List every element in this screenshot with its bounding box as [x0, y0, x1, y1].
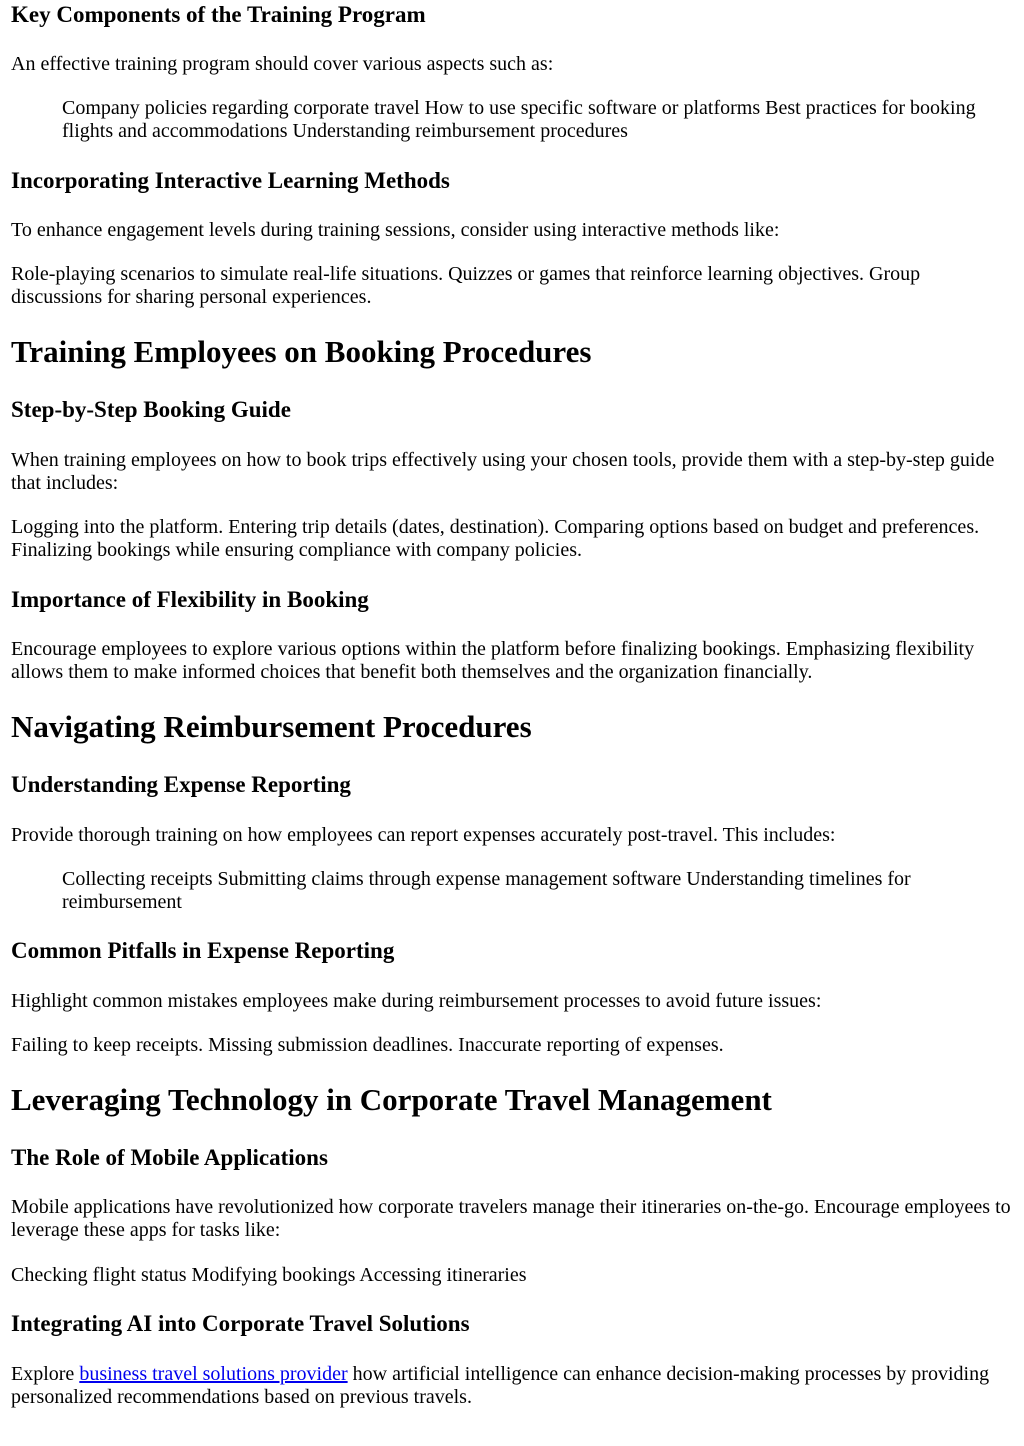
business-travel-solutions-link[interactable]: business travel solutions provider: [79, 1363, 348, 1385]
heading-mobile-applications: The Role of Mobile Applications: [11, 1145, 328, 1170]
paragraph-key-components-intro: An effective training program should cover various aspects such as:: [11, 53, 554, 75]
heading-reimbursement-procedures: Navigating Reimbursement Procedures: [11, 709, 532, 744]
paragraph-pitfalls-intro: Highlight common mistakes employees make during reimbursement processes to avoid future issues:: [11, 990, 822, 1012]
paragraph-interactive-intro: To enhance engagement levels during training sessions, consider using interactive methods like:: [11, 219, 780, 241]
heading-common-pitfalls: Common Pitfalls in Expense Reporting: [11, 938, 395, 963]
heading-booking-procedures: Training Employees on Booking Procedures: [11, 334, 592, 369]
paragraph-integrating-ai: [11, 1363, 1014, 1409]
heading-leveraging-technology: Leveraging Technology in Corporate Travel Management: [11, 1082, 772, 1117]
blockquote-key-components-list: Company policies regarding corporate travel How to use specific software or platforms Best practices for booking flights and accommodations Understanding reimbursement procedures: [62, 97, 976, 142]
paragraph-guide-steps: Logging into the platform. Entering trip details (dates, destination). Comparing options based on budget and preferences. Finalizing bookings while ensuring compliance with company policies.: [11, 516, 980, 561]
heading-key-components: Key Components of the Training Program: [11, 2, 426, 27]
ai-text-before: Explore: [11, 1363, 80, 1385]
heading-integrating-ai: Integrating AI into Corporate Travel Solutions: [11, 1311, 470, 1336]
paragraph-mobile-list: Checking flight status Modifying bookings Accessing itineraries: [11, 1264, 527, 1286]
paragraph-mobile-intro: Mobile applications have revolutionized how corporate travelers manage their itineraries on-the-go. Encourage employees to leverage these apps for tasks like:: [11, 1196, 1011, 1241]
paragraph-flexibility: Encourage employees to explore various options within the platform before finalizing bookings. Emphasizing flexibility allows them to make informed choices that benefit both themselves and the organization financially.: [11, 638, 975, 683]
blockquote-expense-list: Collecting receipts Submitting claims through expense management software Understanding timelines for reimbursement: [62, 868, 911, 913]
paragraph-pitfalls-list: Failing to keep receipts. Missing submission deadlines. Inaccurate reporting of expenses.: [11, 1034, 724, 1056]
heading-interactive-learning: Incorporating Interactive Learning Methods: [11, 168, 450, 193]
paragraph-expense-intro: Provide thorough training on how employees can report expenses accurately post-travel. This includes:: [11, 824, 836, 846]
ai-text-after: how artificial intelligence can enhance decision-making processes by providing personalized recommendations based on previous travels.: [11, 1363, 990, 1408]
heading-expense-reporting: Understanding Expense Reporting: [11, 772, 351, 797]
heading-flexibility: Importance of Flexibility in Booking: [11, 587, 369, 612]
paragraph-guide-intro: When training employees on how to book trips effectively using your chosen tools, provide them with a step-by-step guide that includes:: [11, 449, 995, 494]
heading-step-by-step-guide: Step-by-Step Booking Guide: [11, 397, 291, 422]
paragraph-interactive-list: Role-playing scenarios to simulate real-life situations. Quizzes or games that reinforce learning objectives. Group discussions for sharing personal experiences.: [11, 263, 921, 308]
